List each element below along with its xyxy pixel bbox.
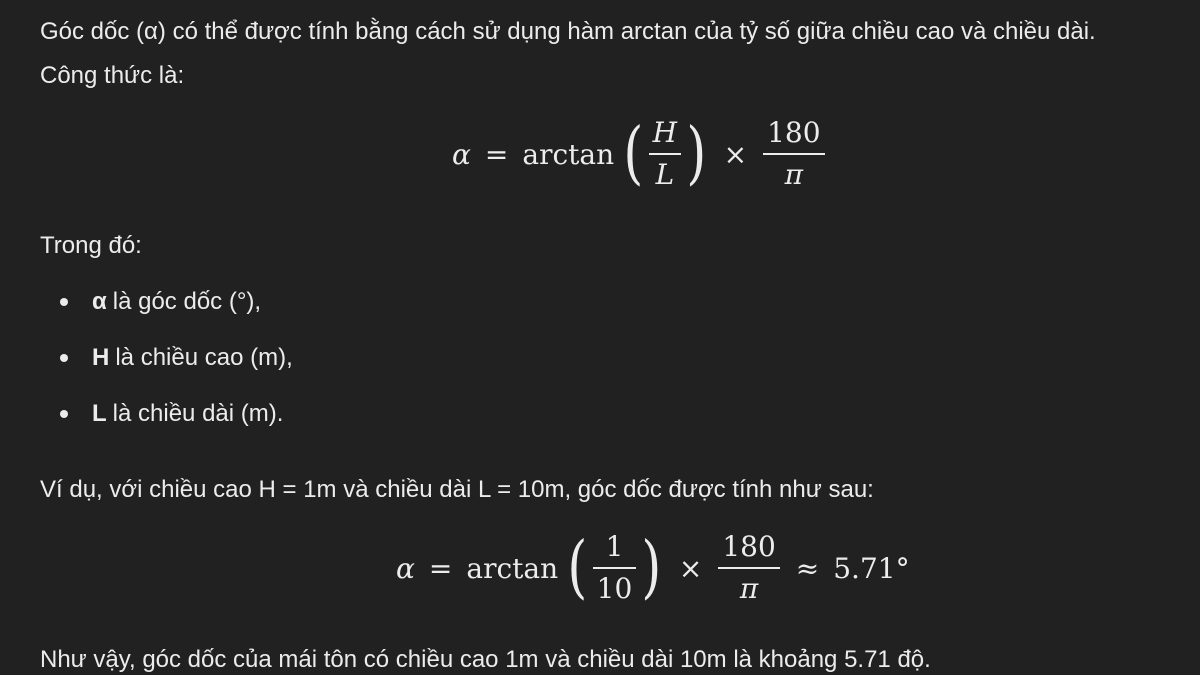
fraction-denominator: π <box>784 158 804 191</box>
approx-sign: ≈ <box>795 551 820 585</box>
list-item <box>60 402 283 426</box>
conversion-fraction <box>763 117 824 191</box>
list-item-text: là chiều dài (m). <box>112 400 284 427</box>
times-sign: × <box>723 137 748 171</box>
fraction-bar <box>649 153 681 155</box>
list-item <box>60 290 261 314</box>
fraction-numerator: 180 <box>767 115 821 149</box>
arctan-function: arctan <box>522 137 615 171</box>
bullet-icon <box>60 298 68 306</box>
list-item-text: là chiều cao (m), <box>115 344 293 371</box>
fraction-numerator: H <box>652 115 678 149</box>
fraction-bar <box>718 567 779 569</box>
equals-sign: = <box>484 137 509 171</box>
bullet-icon <box>60 410 68 418</box>
fraction-bar <box>763 153 824 155</box>
fraction-denominator: 10 <box>596 572 633 605</box>
bullet-icon <box>60 354 68 362</box>
list-item-text: là góc dốc (°), <box>112 288 262 315</box>
intro-text: Góc dốc (α) có thể được tính bằng cách sử dụng hàm arctan của tỷ số giữa chiều cao và chiều dài. <box>40 18 1096 45</box>
left-paren: ( <box>567 528 588 607</box>
fraction-numerator: 1 <box>605 529 624 563</box>
conclusion-text: Như vậy, góc dốc của mái tôn có chiều cao 1m và chiều dài 10m là khoảng 5.71 độ. <box>40 646 931 673</box>
formula-label: Công thức là: <box>40 62 185 89</box>
fraction-numerator: 180 <box>722 529 776 563</box>
formula-result: 5.71° <box>833 551 910 585</box>
list-item <box>60 346 293 370</box>
ratio-fraction <box>593 531 637 605</box>
right-paren: ) <box>641 528 662 607</box>
list-item-symbol: H <box>92 344 110 371</box>
where-label: Trong đó: <box>40 232 142 259</box>
list-item-symbol: L <box>92 400 107 427</box>
arctan-function: arctan <box>466 551 559 585</box>
alpha-symbol: α <box>396 551 415 585</box>
ratio-fraction <box>649 117 681 191</box>
left-paren: ( <box>623 114 644 193</box>
fraction-denominator: L <box>655 158 675 191</box>
fraction-denominator: π <box>739 572 759 605</box>
equals-sign: = <box>428 551 453 585</box>
fraction-bar <box>593 567 637 569</box>
list-item-symbol: α <box>92 288 107 315</box>
times-sign: × <box>678 551 703 585</box>
formula-general <box>452 116 827 192</box>
right-paren: ) <box>686 114 707 193</box>
conversion-fraction <box>718 531 779 605</box>
alpha-symbol: α <box>452 137 471 171</box>
formula-example <box>396 530 910 606</box>
example-text: Ví dụ, với chiều cao H = 1m và chiều dài L = 10m, góc dốc được tính như sau: <box>40 476 874 503</box>
